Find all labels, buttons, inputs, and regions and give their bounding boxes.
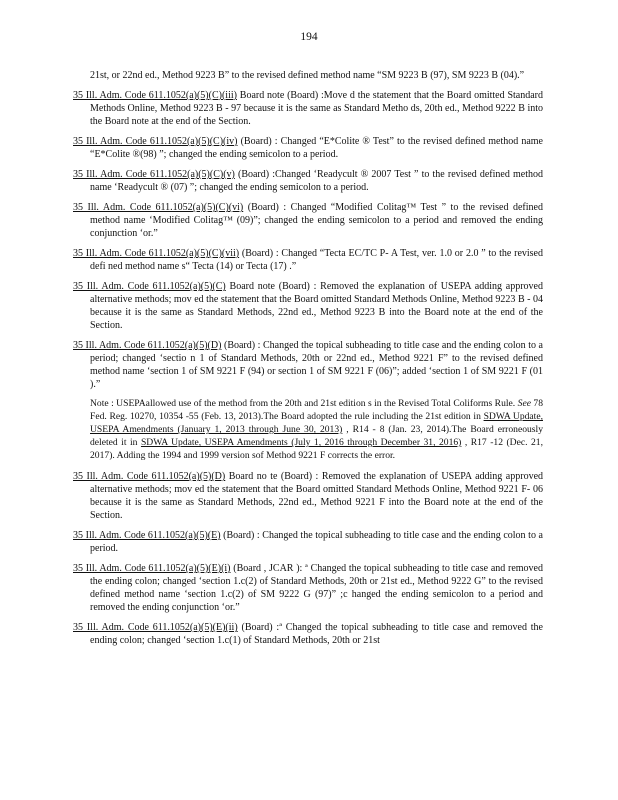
note-text: , R14 - 8 (Jan. 23, 2014).The Board erroneously deleted it in — [90, 424, 543, 448]
entry-text: (Board) :ª Changed the topical subheading to title case and removed the ending colon; changed ‘section 1.c(1) of Standard Methods, 20th or 21st — [90, 622, 543, 646]
entry-text: Board no te (Board) : Removed the explanation of USEPA adding approved alternative methods; mov ed the statement that the Board omitted Standard Methods Online, Method 9221 F- 06 because it is the same as Standard Methods, 22nd ed., Method 9221 F into the Board note at the end of the Section. — [90, 471, 544, 521]
entry-text: (Board) :Changed ‘Readycult ® 2007 Test ” to the revised defined method name ‘Readycult ® (07) ”; changed the ending semicolon to a period. — [90, 169, 543, 193]
entry-text: (Board) : Changed the topical subheading to title case and the ending colon to a period; changed ‘sectio n 1 of Standard Methods, 20th or 22nd ed., Method 9221 F” to the revised defined method name ‘section 1 of SM 9221 F (94) or section 1 of SM 9221 F (06)”; added ‘section 1 of SM 9221 F (01 ).” — [90, 340, 543, 390]
entry-text: (Board) : Changed the topical subheading to title case and the ending colon to a period. — [90, 530, 543, 554]
citation: 35 Ill. Adm. Code 611.1052(a)(5)(C)(iv) — [73, 136, 238, 147]
document-body — [73, 69, 543, 654]
page-number: 194 — [300, 31, 318, 43]
amendment-entry — [73, 470, 543, 522]
entry-text: (Board) : Changed “Tecta EC/TC P- A Test, ver. 1.0 or 2.0 ” to the revised defi ned method name s“ Tecta (14) or Tecta (17) .” — [90, 248, 543, 272]
entry-text: (Board) : Changed “Modified Colitag™ Test ” to the revised defined method name ‘Modified Colitag™ (09)”; changed the ending semicolon to a period and removed the ending conjunction ‘or.” — [90, 202, 543, 239]
amendment-entry — [73, 621, 543, 647]
amendment-entry — [73, 201, 543, 240]
amendment-entry — [73, 247, 543, 273]
citation: 35 Ill. Adm. Code 611.1052(a)(5)(C)(vii) — [73, 248, 240, 259]
note-text: , R17 -12 (Dec. 21, 2017). Adding the 1994 and 1999 version sof Method 9221 F corrects the error. — [90, 437, 543, 461]
citation: 35 Ill. Adm. Code 611.1052(a)(5)(C) — [73, 281, 226, 292]
continuation-paragraph — [73, 69, 543, 82]
citation: 35 Ill. Adm. Code 611.1052(a)(5)(D) — [73, 471, 226, 482]
note-text: 78 Fed. Reg. 10270, 10354 -55 (Feb. 13, 2013).The Board adopted the rule including the 21st edition in — [90, 398, 543, 422]
citation: 35 Ill. Adm. Code 611.1052(a)(5)(C)(v) — [73, 169, 235, 180]
continuation-text: 21st, or 22nd ed., Method 9223 B” to the revised defined method name “SM 9223 B (97), SM 9223 B (04).” — [90, 70, 525, 81]
citation: 35 Ill. Adm. Code 611.1052(a)(5)(E)(ii) — [73, 622, 238, 633]
amendment-entry — [73, 280, 543, 332]
citation: 35 Ill. Adm. Code 611.1052(a)(5)(D) — [73, 340, 222, 351]
note-see: See — [517, 398, 531, 409]
entry-text: (Board , JCAR ): ª Changed the topical subheading to title case and removed the ending colon; changed ‘section 1.c(2) of Standard Methods, 20th or 21st ed., Method 9222 G” to the revised defined method name ‘section 1.c(2) of SM 9222 G (97)” ;c hanged the ending semicolon to a period and removed the ending conjunction ‘or.” — [90, 563, 543, 613]
note-citation-link: SDWA Update, USEPA Amendments (July 1, 2016 through December 31, 2016) — [140, 437, 462, 448]
citation: 35 Ill. Adm. Code 611.1052(a)(5)(E) — [73, 530, 221, 541]
amendment-entry — [73, 89, 543, 128]
note-citation-link: SDWA Update, USEPA Amendments (January 1, 2013 through June 30, 2013) — [90, 411, 543, 435]
citation: 35 Ill. Adm. Code 611.1052(a)(5)(C)(iii) — [73, 90, 237, 101]
amendment-entry — [73, 339, 543, 391]
amendment-entry — [73, 529, 543, 555]
amendment-entry — [73, 562, 543, 614]
amendment-entry — [73, 135, 543, 161]
entry-text: (Board) : Changed “E*Colite ® Test” to the revised defined method name “E*Colite ®(98) ”; changed the ending semicolon to a period. — [90, 136, 543, 160]
entry-text: Board note (Board) : Removed the explanation of USEPA adding approved alternative methods; mov ed the statement that the Board omitted Standard Methods Online, Method 9223 B - 04 because it is the same as Standard Methods, 22nd ed., Method 9223 B into the Board note at the end of the Section. — [90, 281, 543, 331]
citation: 35 Ill. Adm. Code 611.1052(a)(5)(C)(vi) — [73, 202, 244, 213]
amendment-entry — [73, 168, 543, 194]
entry-text: Board note (Board) :Move d the statement that the Board omitted Standard Methods Online, Method 9223 B - 97 because it is the same as Standard Metho ds, 20th ed., Method 9222 B into the Board note at the end of the Section. — [90, 90, 543, 127]
note-paragraph — [73, 397, 543, 462]
note-lead: Note : USEPAallowed use of the method from the 20th and 21st edition s in the Revised Total Coliforms Rule. — [90, 398, 518, 409]
citation: 35 Ill. Adm. Code 611.1052(a)(5)(E)(i) — [73, 563, 231, 574]
